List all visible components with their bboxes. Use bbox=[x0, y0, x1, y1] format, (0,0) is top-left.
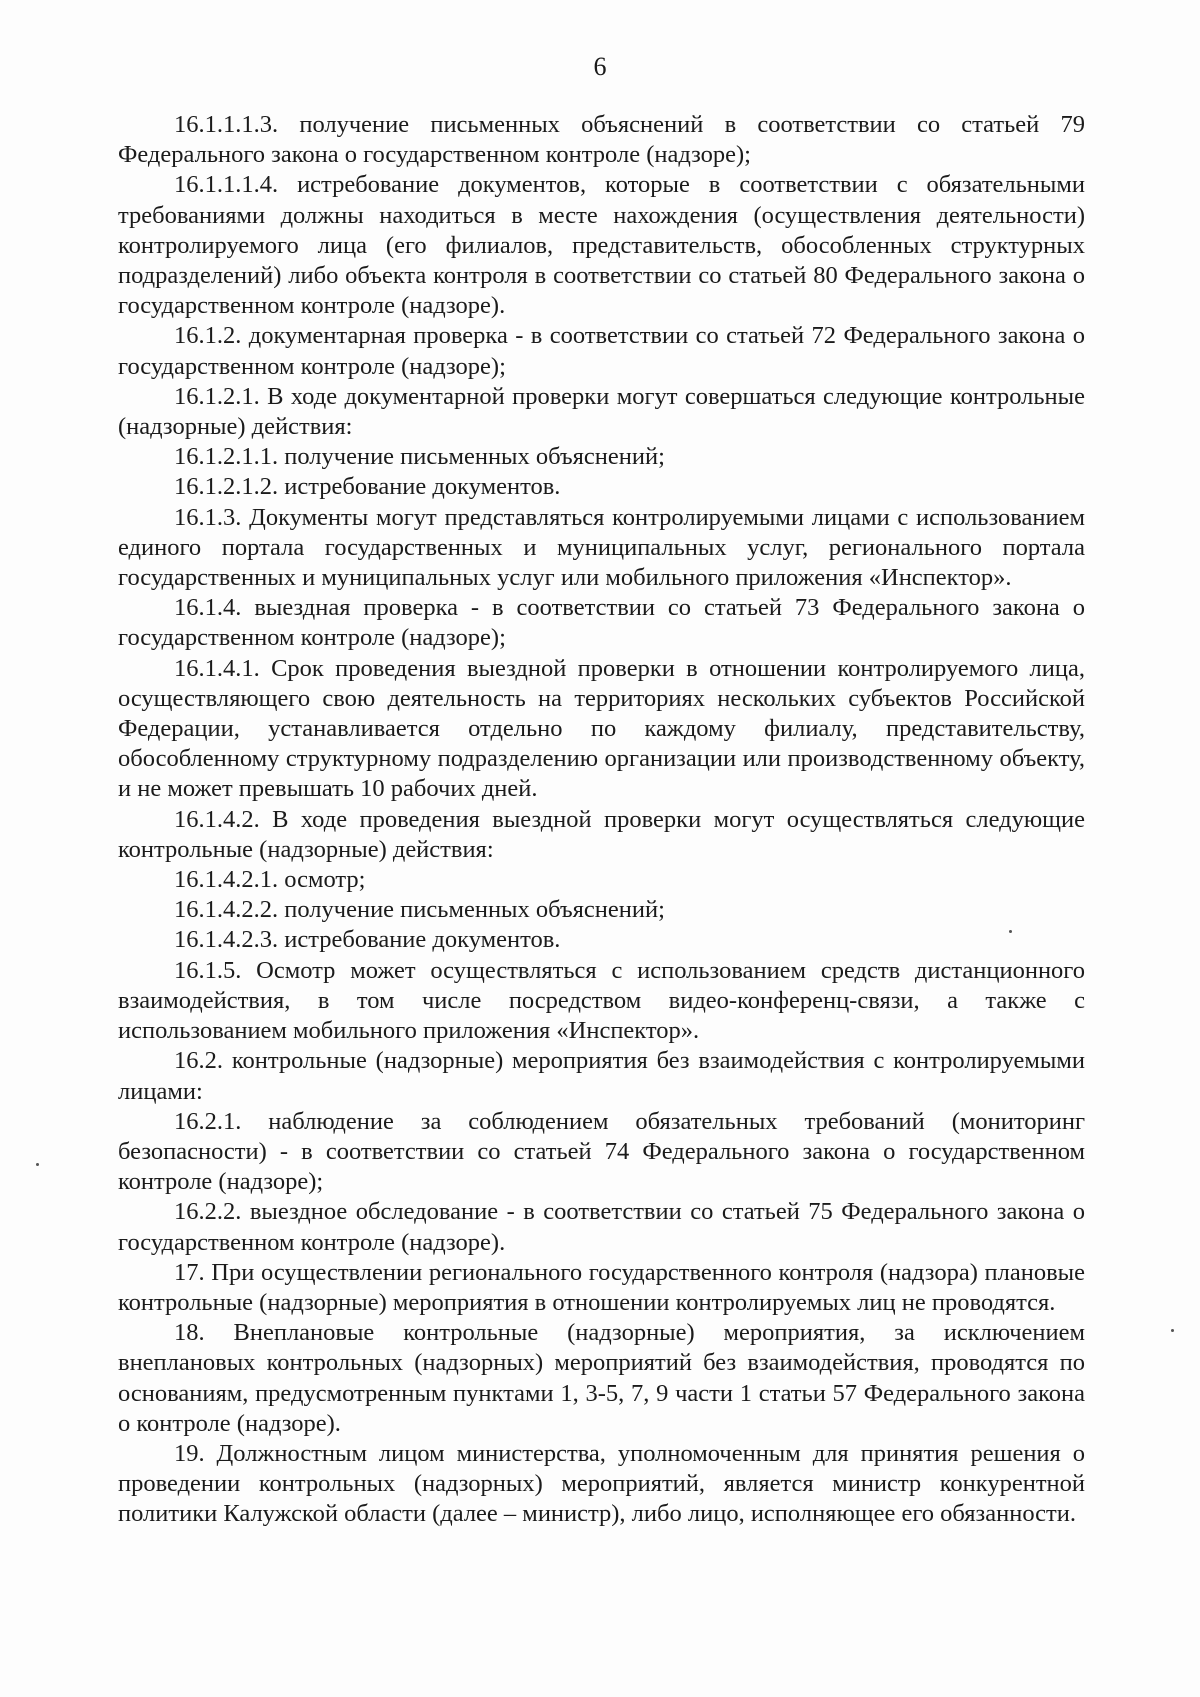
paragraph-16-1-1-1-4: 16.1.1.1.4. истребование документов, которые в соответствии с обязательными требованиями должны находиться в месте нахождения (осуществления деятельности) контролируемого лица (его филиалов, представительств, обособленных структурных подразделений) либо объекта контроля в соответствии со статьей 80 Федерального закона о государственном контроле (надзоре). bbox=[118, 171, 1085, 320]
paragraph-16-1-2: 16.1.2. документарная проверка - в соответствии со статьей 72 Федерального закона о государственном контроле (надзоре); bbox=[118, 322, 1085, 380]
scan-speck bbox=[1009, 930, 1012, 933]
paragraph-16-1-4: 16.1.4. выездная проверка - в соответствии со статьей 73 Федерального закона о государственном контроле (надзоре); bbox=[118, 594, 1085, 652]
paragraph-16-1-4-2: 16.1.4.2. В ходе проведения выездной проверки могут осуществляться следующие контрольные (надзорные) действия: bbox=[118, 805, 1085, 863]
paragraph-16-1-3: 16.1.3. Документы могут представляться контролируемыми лицами с использованием единого портала государственных и муниципальных услуг, регионального портала государственных и муниципальных услуг или мобильного приложения «Инспектор». bbox=[118, 503, 1085, 592]
paragraph-16-1-4-2-3: 16.1.4.2.3. истребование документов. bbox=[174, 926, 561, 954]
paragraph-16-2-1: 16.2.1. наблюдение за соблюдением обязательных требований (мониторинг безопасности) - в соответствии со статьей 74 Федерального закона о государственном контроле (надзоре); bbox=[118, 1107, 1085, 1196]
paragraph-16-1-4-2-2: 16.1.4.2.2. получение письменных объяснений; bbox=[174, 896, 665, 924]
paragraph-17: 17. При осуществлении регионального государственного контроля (надзора) плановые контрольные (надзорные) мероприятия в отношении контролируемых лиц не проводятся. bbox=[118, 1258, 1085, 1316]
paragraph-16-1-5: 16.1.5. Осмотр может осуществляться с использованием средств дистанционного взаимодействия, в том числе посредством видео-конференц-связи, а также с использованием мобильного приложения «Инспектор». bbox=[118, 956, 1085, 1045]
paragraph-18: 18. Внеплановые контрольные (надзорные) мероприятия, за исключением внеплановых контрольных (надзорных) мероприятий без взаимодействия, проводятся по основаниям, предусмотренным пунктами 1, 3-5, 7, 9 части 1 статьи 57 Федерального закона о контроле (надзоре). bbox=[118, 1319, 1085, 1437]
paragraph-16-1-2-1: 16.1.2.1. В ходе документарной проверки могут совершаться следующие контрольные (надзорные) действия: bbox=[118, 382, 1085, 441]
paragraph-16-1-1-1-3: 16.1.1.1.3. получение письменных объяснений в соответствии со статьей 79 Федерального закона о государственном контроле (надзоре); bbox=[118, 111, 1085, 169]
document-body bbox=[118, 110, 1085, 1530]
page-number: 6 bbox=[593, 52, 607, 81]
scan-speck bbox=[36, 1163, 39, 1166]
paragraph-16-2-2: 16.2.2. выездное обследование - в соответствии со статьей 75 Федерального закона о государственном контроле (надзоре). bbox=[118, 1198, 1085, 1256]
paragraph-19: 19. Должностным лицом министерства, уполномоченным для принятия решения о проведении контрольных (надзорных) мероприятий, является министр конкурентной политики Калужской области (далее – министр), либо лицо, исполняющее его обязанности. bbox=[118, 1439, 1085, 1528]
paragraph-16-1-4-2-1: 16.1.4.2.1. осмотр; bbox=[174, 866, 366, 894]
paragraph-16-1-2-1-2: 16.1.2.1.2. истребование документов. bbox=[174, 473, 561, 501]
paragraph-16-1-2-1-1: 16.1.2.1.1. получение письменных объяснений; bbox=[174, 443, 665, 471]
paragraph-16-1-4-1: 16.1.4.1. Срок проведения выездной проверки в отношении контролируемого лица, осуществляющего свою деятельность на территориях нескольких субъектов Российской Федерации, устанавливается отдельно по каждому филиалу, представительству, обособленному структурному подразделению организации или производственному объекту, и не может превышать 10 рабочих дней. bbox=[118, 654, 1085, 803]
paragraph-16-2: 16.2. контрольные (надзорные) мероприятия без взаимодействия с контролируемыми лицами: bbox=[118, 1047, 1085, 1105]
scan-speck bbox=[1171, 1329, 1174, 1332]
